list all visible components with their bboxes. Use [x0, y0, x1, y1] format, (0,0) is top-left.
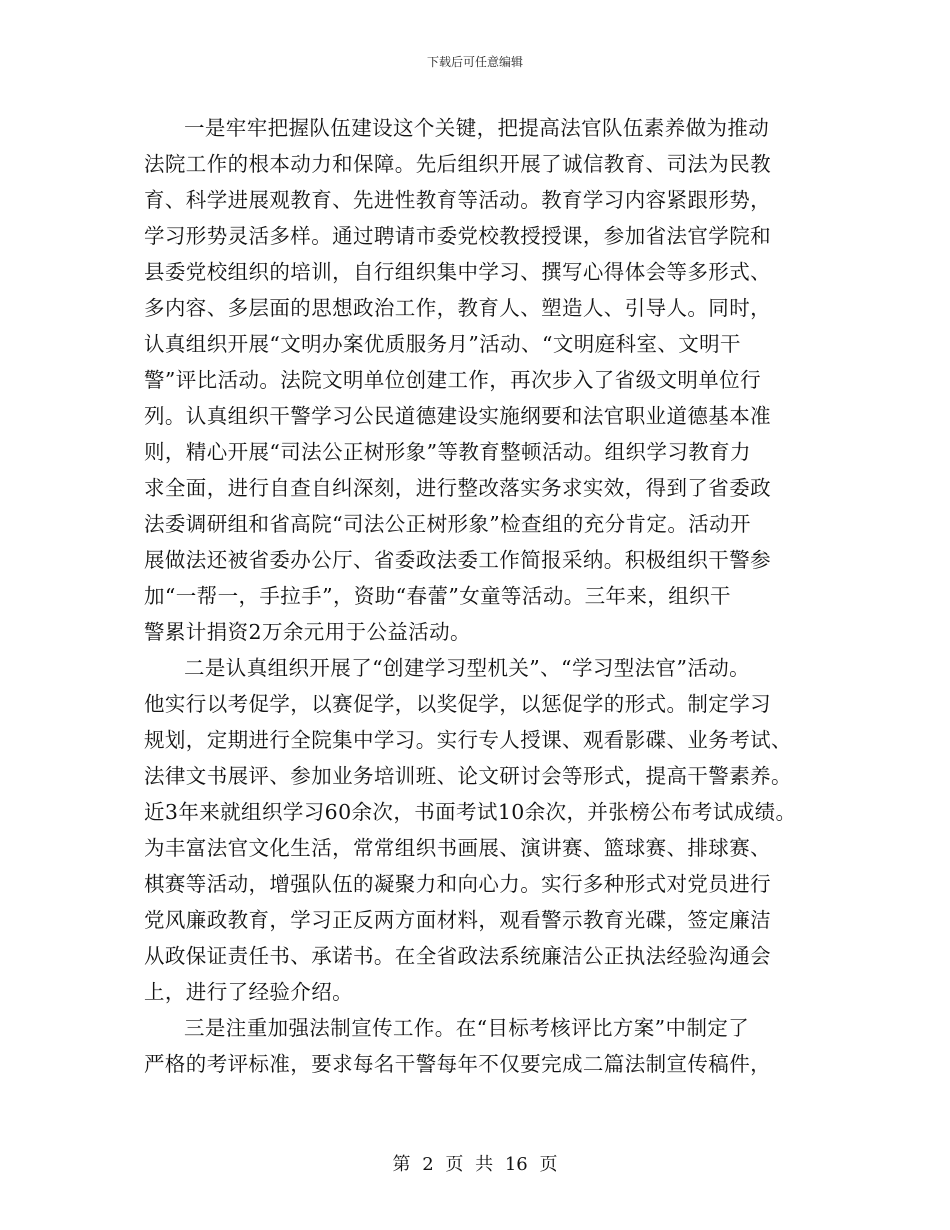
body-line: 规划，定期进行全院集中学习。实行专人授课、观看影碟、业务考试、 [144, 728, 792, 752]
body-line: 他实行以考促学，以赛促学，以奖促学，以惩促学的形式。制定学习 [144, 692, 771, 716]
body-line: 警”评比活动。法院文明单位创建工作，再次步入了省级文明单位行 [144, 368, 761, 392]
page-header: 下载后可任意编辑 [426, 55, 523, 69]
body-line: 法委调研组和省高院“司法公正树形象”检查组的充分肯定。活动开 [144, 512, 751, 536]
body-line: 棋赛等活动，增强队伍的凝聚力和向心力。实行多种形式对党员进行 [144, 872, 771, 896]
body-line: 加“一帮一，手拉手”，资助“春蕾”女童等活动。三年来，组织干 [144, 584, 731, 608]
body-line: 则，精心开展“司法公正树形象”等教育整顿活动。组织学习教育力 [144, 440, 751, 464]
body-line: 警累计捐资2万余元用于公益活动。 [144, 620, 471, 644]
body-line: 二是认真组织开展了“创建学习型机关”、“学习型法官”活动。 [184, 656, 751, 680]
body-line: 认真组织开展“文明办案优质服务月”活动、“文明庭科室、文明干 [144, 332, 741, 356]
body-line: 学习形势灵活多样。通过聘请市委党校教授授课，参加省法官学院和 [144, 224, 771, 248]
body-line: 严格的考评标准，要求每名干警每年不仅要完成二篇法制宣传稿件， [144, 1052, 771, 1076]
body-line: 求全面，进行自查自纠深刻，进行整改落实务求实效，得到了省委政 [144, 476, 771, 500]
body-line: 列。认真组织干警学习公民道德建设实施纲要和法官职业道德基本准 [144, 404, 771, 428]
body-line: 育、科学进展观教育、先进性教育等活动。教育学习内容紧跟形势， [144, 188, 771, 212]
body-line: 为丰富法官文化生活，常常组织书画展、演讲赛、篮球赛、排球赛、 [144, 836, 771, 860]
body-line: 多内容、多层面的思想政治工作，教育人、塑造人、引导人。同时， [144, 296, 771, 320]
body-line: 近3年来就组织学习60余次，书面考试10余次，并张榜公布考试成绩。 [144, 800, 797, 824]
body-line: 上，进行了经验介绍。 [144, 980, 353, 1004]
body-line: 三是注重加强法制宣传工作。在“目标考核评比方案”中制定了 [184, 1016, 750, 1040]
body-line: 法律文书展评、参加业务培训班、论文研讨会等形式，提高干警素养。 [144, 764, 792, 788]
body-line: 法院工作的根本动力和保障。先后组织开展了诚信教育、司法为民教 [144, 152, 771, 176]
page-footer: 第 2 页 共 16 页 [392, 1154, 558, 1175]
body-line: 展做法还被省委办公厅、省委政法委工作简报采纳。积极组织干警参 [144, 548, 771, 572]
body-line: 一是牢牢把握队伍建设这个关键，把提高法官队伍素养做为推动 [184, 116, 770, 140]
body-line: 党风廉政教育，学习正反两方面材料，观看警示教育光碟，签定廉洁 [144, 908, 771, 932]
body-line: 从政保证责任书、承诺书。在全省政法系统廉洁公正执法经验沟通会 [144, 944, 771, 968]
body-line: 县委党校组织的培训，自行组织集中学习、撰写心得体会等多形式、 [144, 260, 771, 284]
